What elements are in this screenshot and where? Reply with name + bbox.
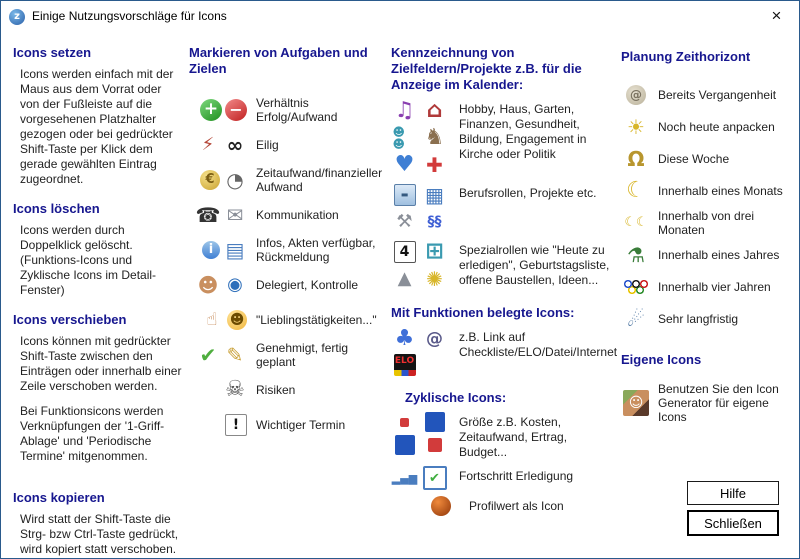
icon-group: [391, 183, 613, 234]
column-time-horizon: [621, 49, 795, 425]
music-icon: ♫: [394, 98, 415, 123]
task-row: [189, 93, 385, 126]
help-button[interactable]: Hilfe: [687, 481, 779, 505]
plus-circle-icon: +: [200, 99, 222, 121]
icon-group-icons: [391, 240, 451, 291]
icon-group: [391, 240, 613, 291]
red-cross-icon: ✚: [426, 153, 443, 177]
column-usage-text: [13, 45, 183, 559]
task-row-icons: [189, 99, 247, 121]
task-row-label: "Lieblingstätigkeiten...": [256, 312, 377, 327]
task-row-icons: [189, 273, 247, 297]
skull-icon: ☠: [225, 376, 245, 402]
section-body: Wird statt der Shift-Taste die Strg- bzw Ctrl-Taste gedrückt, wird kopiert statt verschoben.: [20, 512, 179, 556]
shell-icon: @: [626, 85, 646, 105]
task-row: [189, 338, 385, 371]
task-row-label: Risiken: [256, 382, 296, 397]
close-icon: ×: [771, 6, 782, 25]
task-row-icons: [189, 414, 247, 436]
icon-group: [391, 466, 613, 490]
medium-red-square-icon: [428, 438, 442, 452]
icon-group-icons: [391, 183, 451, 234]
paragraph-icon: §§: [427, 214, 442, 230]
task-row-icons: [189, 343, 247, 367]
icon-group-icons: [391, 327, 451, 376]
section-heading-icons-loeschen: Icons löschen: [13, 201, 100, 216]
close-window-button[interactable]: [754, 1, 799, 31]
own-icons-item-icon: [621, 390, 651, 416]
horizon-item-icon: [621, 211, 651, 235]
horizon-item: [621, 239, 795, 270]
horizon-item-label: Innerhalb eines Jahres: [658, 247, 780, 262]
icon-group: [391, 412, 613, 460]
horizon-item-icon: [621, 179, 651, 203]
coins-icon: €: [200, 170, 220, 190]
own-icons-heading: Eigene Icons: [621, 352, 702, 367]
monitor-icon: ▬: [394, 184, 416, 206]
portrait-icon: ☺: [623, 390, 649, 416]
horizon-item: [621, 143, 795, 174]
horizon-item-icon: [621, 85, 651, 105]
people-icon: ☻☻: [392, 125, 406, 151]
task-row-label: Eilig: [256, 137, 279, 152]
tree-icon: ♣: [394, 326, 415, 351]
icon-group-icons: [391, 466, 451, 490]
functions-heading: Mit Funktionen belegte Icons:: [391, 305, 575, 320]
icon-group: [391, 326, 618, 376]
horizon-item-icon: [621, 115, 651, 139]
section-heading-icons-setzen: Icons setzen: [13, 45, 92, 60]
title-bar: [1, 1, 799, 31]
icon-group-label: Spezialrollen wie "Heute zu erledigen", Geburtstagsliste, offene Baustellen, Ideen...: [459, 243, 610, 287]
horizon-item-label: Diese Woche: [658, 151, 730, 166]
bar-chart-icon: ▂▄▆: [391, 471, 418, 485]
wrench-icon: ⚒: [396, 211, 413, 232]
icon-group-label: Profilwert als Icon: [469, 499, 564, 513]
envelope-icon: ✉: [226, 202, 244, 227]
telescope-icon: ☄: [627, 306, 645, 331]
task-row-label: Kommunikation: [256, 207, 339, 222]
moon-icon: ☾: [626, 177, 646, 203]
task-row: [189, 408, 385, 441]
cyclic-heading: Zyklische Icons:: [405, 390, 507, 405]
task-row: [189, 198, 385, 231]
moons-icon: ☾☾: [624, 215, 648, 230]
icon-group: [391, 496, 613, 516]
sphere-icon: [431, 496, 451, 516]
bell-icon: Ω: [627, 146, 645, 171]
task-row-label: Wichtiger Termin: [256, 417, 346, 432]
window-title: Einige Nutzungsvorschläge für Icons: [32, 9, 227, 23]
task-row: [189, 128, 385, 161]
column-heading: Kennzeichnung von Zielfeldern/Projekte z.B. für die Anzeige im Kalender:: [391, 45, 582, 92]
info-icon: i: [202, 241, 220, 259]
person-icon: ☻: [197, 272, 219, 297]
own-icons-item-label: Benutzen Sie den Icon Generator für eigene Icons: [658, 382, 779, 424]
phone-icon: ☎: [195, 202, 221, 227]
horizon-item-icon: [621, 243, 651, 267]
horizon-item-label: Sehr langfristig: [658, 311, 739, 326]
small-red-square-icon: [400, 418, 409, 427]
task-row-label: Zeitaufwand/finanzieller Aufwand: [256, 165, 383, 194]
task-row-icons: [189, 203, 247, 227]
column-heading: Planung Zeithorizont: [621, 49, 751, 64]
task-row-label: Genehmigt, fertig geplant: [256, 340, 349, 369]
task-row: [189, 303, 385, 336]
section-heading-icons-verschieben: Icons verschieben: [13, 312, 127, 327]
thumbs-up-icon: ☝: [206, 308, 218, 330]
eye-icon: ◉: [227, 273, 243, 295]
sunrise-icon: ☀: [627, 114, 645, 139]
olympic-rings-icon: [622, 278, 650, 296]
task-row-label: Delegiert, Kontrolle: [256, 277, 359, 292]
icon-group-icons: [391, 412, 451, 460]
horizon-item-label: Innerhalb eines Monats: [658, 183, 783, 198]
icon-group-label: Berufsrollen, Projekte etc.: [459, 186, 597, 200]
at-icon: @: [426, 328, 443, 349]
task-row-label: Infos, Akten verfügbar, Rückmeldung: [256, 235, 376, 264]
network-icon: ▦: [425, 183, 444, 207]
task-row-icons: [189, 238, 247, 262]
stopwatch-icon: ◔: [226, 167, 244, 192]
horizon-item-icon: [621, 147, 651, 171]
pencil-icon: ✎: [226, 342, 244, 367]
task-row-icons: [189, 133, 247, 157]
icon-group-icons: [391, 496, 461, 516]
runner-icon: ⚡: [201, 133, 215, 155]
horizon-item-icon: [621, 278, 651, 296]
calendar-icon: 4: [394, 241, 416, 263]
climber-icon: ▲: [397, 268, 412, 289]
close-button[interactable]: Schließen: [687, 510, 779, 536]
bottle-icon: ⚗: [627, 242, 645, 267]
horizon-item: [621, 271, 795, 302]
task-row-label: Verhältnis Erfolg/Aufwand: [256, 95, 338, 124]
large-blue-square-icon: [425, 412, 445, 432]
horizon-item-icon: [621, 307, 651, 331]
horizon-item: [621, 79, 795, 110]
icon-group-label: Hobby, Haus, Garten, Finanzen, Gesundheit, Bildung, Engagement in Kirche oder Politik: [459, 102, 587, 161]
checkbox-icon: ✔: [423, 466, 447, 490]
section-body: Icons werden durch Doppelklick gelöscht. (Funktions-Icons und Zyklische Icons im Detail-Fenster): [20, 223, 157, 297]
horizon-item: [621, 111, 795, 142]
app-icon-slot: [9, 8, 25, 25]
icon-group-label: z.B. Link auf Checkliste/ELO/Datei/Internet: [459, 330, 618, 359]
cool-smiley-icon: ☻: [227, 310, 247, 330]
house-icon: ⌂: [426, 98, 443, 123]
icon-group: [391, 99, 613, 177]
horizon-item: [621, 303, 795, 334]
icon-group-label: Fortschritt Erledigung: [459, 469, 574, 483]
checkmark-icon: ✔: [199, 342, 217, 367]
task-row: [189, 373, 385, 406]
horizon-item-label: Innerhalb von drei Monaten: [658, 208, 755, 237]
app-icon: z: [9, 9, 25, 25]
task-row: [189, 268, 385, 301]
notepad-icon: !: [225, 414, 247, 436]
task-row: [189, 163, 385, 196]
elo-logo-icon: ELO: [394, 354, 416, 376]
task-row-icons: [189, 308, 247, 332]
task-row-icons: [189, 378, 247, 402]
column-heading: Markieren von Aufgaben und Zielen: [189, 45, 368, 76]
horizon-item: [621, 207, 795, 238]
own-icons-item: [621, 382, 795, 424]
horse-icon: ♞: [424, 125, 445, 150]
minus-circle-icon: −: [225, 99, 247, 121]
bulb-icon: ✺: [426, 267, 443, 291]
section-body: Bei Funktionsicons werden Verknüpfungen der '1-Griff-Ablage' und 'Periodische Termine' mitgenommen.: [20, 404, 165, 463]
large-blue-square2-icon: [395, 435, 415, 455]
horizon-item: [621, 175, 795, 206]
horizon-item-label: Innerhalb vier Jahren: [658, 279, 771, 294]
icon-group-label: Größe z.B. Kosten, Zeitaufwand, Ertrag, Budget...: [459, 415, 568, 459]
icon-group-icons: [391, 99, 451, 177]
section-body: Icons werden einfach mit der Maus aus dem Vorrat oder von der Fußleiste auf die vorgesehenen Platzhalter gezogen oder bei gedrückter Shift-Taste per Klick dem gerade gewählten Eintrag zugeordnet.: [20, 67, 174, 186]
cyclist-icon: ∞: [226, 132, 244, 157]
horizon-item-label: Bereits Vergangenheit: [658, 87, 777, 102]
gift-icon: ⊞: [425, 239, 444, 264]
task-row-icons: [189, 168, 247, 192]
horizon-item-label: Noch heute anpacken: [658, 119, 775, 134]
section-heading-icons-kopieren: Icons kopieren: [13, 490, 105, 505]
task-row: [189, 233, 385, 266]
column-task-icons: [189, 45, 385, 443]
section-body: Icons können mit gedrückter Shift-Taste zwischen den Einträgen oder innerhalb einer Zeile verschoben werden.: [20, 334, 182, 393]
column-project-icons: [391, 45, 618, 522]
heart-icon: ♥: [394, 152, 415, 177]
binders-icon: ▤: [225, 237, 245, 262]
